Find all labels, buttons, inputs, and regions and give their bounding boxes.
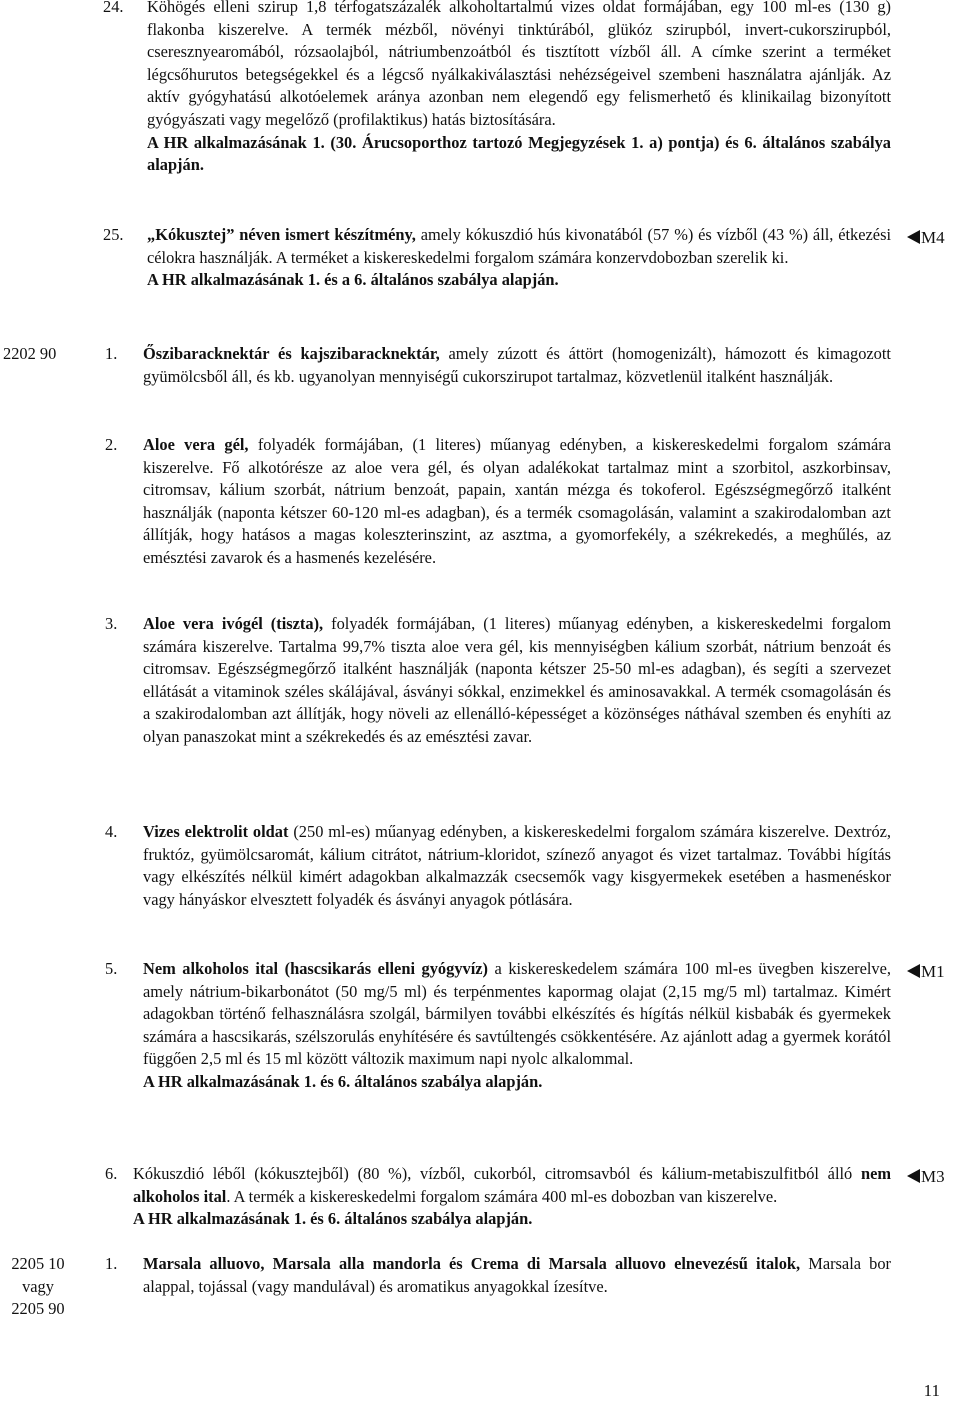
text-run: a kiskereskedelem számára 100 ml-es üvegben kiszerelve, amely nátrium-bikarbonátot (50 mg/5 ml) és terpénmentes kapormag olajat (2,15 mg/5 ml) tartalmaz. Kimért adagokban történő felhasználásra szolgál, bármilyen további elkészítés és hígítás nélkül kisbabák és gyermekek számára a hascsikarás, szélszorulás enyhítésére és savtúltengés csökkentésére. Az ajánlott adag a gyermek korától függően 2,5 ml és 15 ml között változik maximum napi nyolc alkalommal.: [143, 959, 891, 1069]
bold-text-run: Őszibaracknektár és kajszibaracknektár,: [143, 344, 440, 363]
item-25-text: [147, 224, 891, 292]
item-24-text: [147, 0, 891, 177]
triangle-icon: [907, 1169, 920, 1183]
text-run: Köhögés elleni szirup 1,8 térfogatszázalék alkoholtartalmú vizes oldat formájában, egy 100 ml-es (130 g) flakonba kiszerelve. A termék mézből, növényi tinktúrából, glükóz szirupból, invert-cukorszirupból, cseresznyearomából, rózsaolajból, nátriumbenzoátból és tisztított vízből áll. A címke szerint a terméket légcsőhurutos betegségekkel és a légcső nyálkakiválasztási nehézségeivel szembeni használatra ajánlják. Az aktív gyógyhatású alkotóelemek aránya azonban nem elegendő egy felismerhető és klinikailag bizonyított gyógyászati vagy megelőző (profilaktikus) hatás biztosítására.: [147, 0, 891, 129]
bold-text-run: A HR alkalmazásának 1. és 6. általános szabálya alapján.: [133, 1209, 533, 1229]
amendment-marker: M3: [907, 1166, 945, 1189]
tariff-code-line: vagy: [22, 1276, 54, 1296]
text-run: (250 ml-es) műanyag edényben, a kiskereskedelmi forgalom számára kiszerelve. Dextróz, fruktóz, gyümölcsaromát, kálium citrátot, nátrium-kloridot, színező anyagot és vizet tartalmaz. További hígítás vagy elkészítés nélkül kimért adagokban alkalmazzák csecsemők vagy kisgyermekek esetében a hasmenéskor vagy hányáskor elvesztett folyadék és ásványi anyagok pótlására.: [143, 822, 892, 909]
item-2202-1-text: [143, 343, 891, 388]
item-number: 4.: [105, 822, 118, 841]
amendment-marker: M4: [907, 227, 945, 250]
text-run: . A termék a kiskereskedelmi forgalom számára 400 ml-es dobozban van kiszerelve.: [226, 1186, 778, 1206]
item-number: 24.: [103, 0, 124, 16]
item-number: 1.: [105, 1254, 118, 1273]
text-run: Marsala bor alappal, tojással (vagy mandulával) és aromatikus anyagokkal ízesítve.: [143, 1254, 891, 1296]
bold-text-run: Aloe vera ivógél (tiszta),: [143, 614, 324, 633]
bold-text-run: Nem alkoholos ital (hascsikarás elleni gyógyvíz): [143, 959, 488, 978]
tariff-code-line: 2205 90: [11, 1299, 65, 1319]
bold-text-run: nem alkoholos ital: [133, 1164, 891, 1206]
page-number: 11: [923, 1381, 940, 1400]
item-number: 3.: [105, 614, 118, 633]
triangle-icon: [907, 964, 920, 978]
bold-text-run: Aloe vera gél,: [143, 435, 249, 454]
text-run: folyadék formájában, (1 literes) műanyag edényben, a kiskereskedelmi forgalom számára kiszerelve. Fő alkotórésze az aloe vera gél, és olyan adalékokat tartalmaz mint a szorbitol, aszkorbinsav, citromsav, kálium szorbát, nátrium benzoát, papain, xantán mézga és tokoferol. Egészségmegőrző italként használják (naponta kétszer 60-120 ml-es adagban), és a termék csomagolásán, valamint a szakirodalomban azt állítják, hogy hatásos a magas koleszterinszint, az asztma, a gyomorfekély, a székrekedés, a meghűlés, az emésztési zavarok és a hasmenés kezelésére.: [143, 435, 891, 567]
bold-text-run: A HR alkalmazásának 1. és a 6. általános szabálya alapján.: [147, 270, 559, 290]
tariff-code-line: 2205 10: [11, 1254, 65, 1273]
item-number: 5.: [105, 959, 118, 978]
item-2202-4-text: [143, 821, 891, 911]
triangle-icon: [907, 230, 920, 244]
amendment-marker: M1: [907, 961, 945, 984]
bold-text-run: A HR alkalmazásának 1. (30. Árucsoporthoz tartozó Megjegyzések 1. a) pontja) és 6. általános szabálya alapján.: [147, 132, 891, 175]
item-2202-6-text: [133, 1163, 891, 1231]
bold-text-run: Vizes elektrolit oldat: [143, 822, 289, 841]
bold-text-run: Marsala alluovo, Marsala alla mandorla és Crema di Marsala alluovo elnevezésű italok,: [143, 1254, 801, 1273]
item-number: 2.: [105, 435, 118, 454]
item-2202-5-text: [143, 958, 891, 1094]
tariff-code: [3, 1253, 73, 1321]
item-number: 6.: [105, 1164, 118, 1183]
bold-text-run: A HR alkalmazásának 1. és 6. általános szabálya alapján.: [143, 1071, 543, 1091]
item-number: 1.: [105, 344, 118, 363]
item-2202-2-text: [143, 434, 891, 570]
text-run: Kókuszdió léből (kókusztejből) (80 %), vízből, cukorból, citromsavból és kálium-metabiszulfitból álló: [133, 1164, 861, 1183]
text-run: amely zúzott és áttört (homogenizált), hámozott és kimagozott gyümölcsből áll, és kb. ugyanolyan mennyiségű cukorszirupot tartalmaz, közvetlenül italként használják.: [143, 344, 891, 386]
text-run: amely kókuszdió hús kivonatából (57 %) és vízből (43 %) áll, étkezési célokra használják. A terméket a kiskereskedelmi forgalom számára konzervdobozban szerelik ki.: [147, 225, 892, 267]
item-2205-1-text: [143, 1253, 891, 1298]
tariff-code: 2202 90: [3, 344, 57, 363]
item-number: 25.: [103, 225, 124, 244]
bold-text-run: „Kókusztej” néven ismert készítmény,: [147, 225, 416, 244]
item-2202-3-text: [143, 613, 891, 749]
text-run: folyadék formájában, (1 literes) műanyag edényben, a kiskereskedelmi forgalom számára kiszerelve. Tartalma 99,7% tiszta aloe vera gél, kis mennyiségben kálium szorbát, nátrium benzoát és citromsav. Egészségmegőrző italként használják (naponta kétszer 25-50 ml-es adagban), és segíti a szervezet ellátását a vitaminok széles skálájával, ásványi sókkal, enzimekkel és aminosavakkal. A termék csomagolásán és a szakirodalomban azt állítják, hogy növeli az ellenálló-képességet a közönséges náthával szemben és enyhíti az olyan panaszokat mint a székrekedés és az emésztési zavar.: [143, 614, 891, 746]
